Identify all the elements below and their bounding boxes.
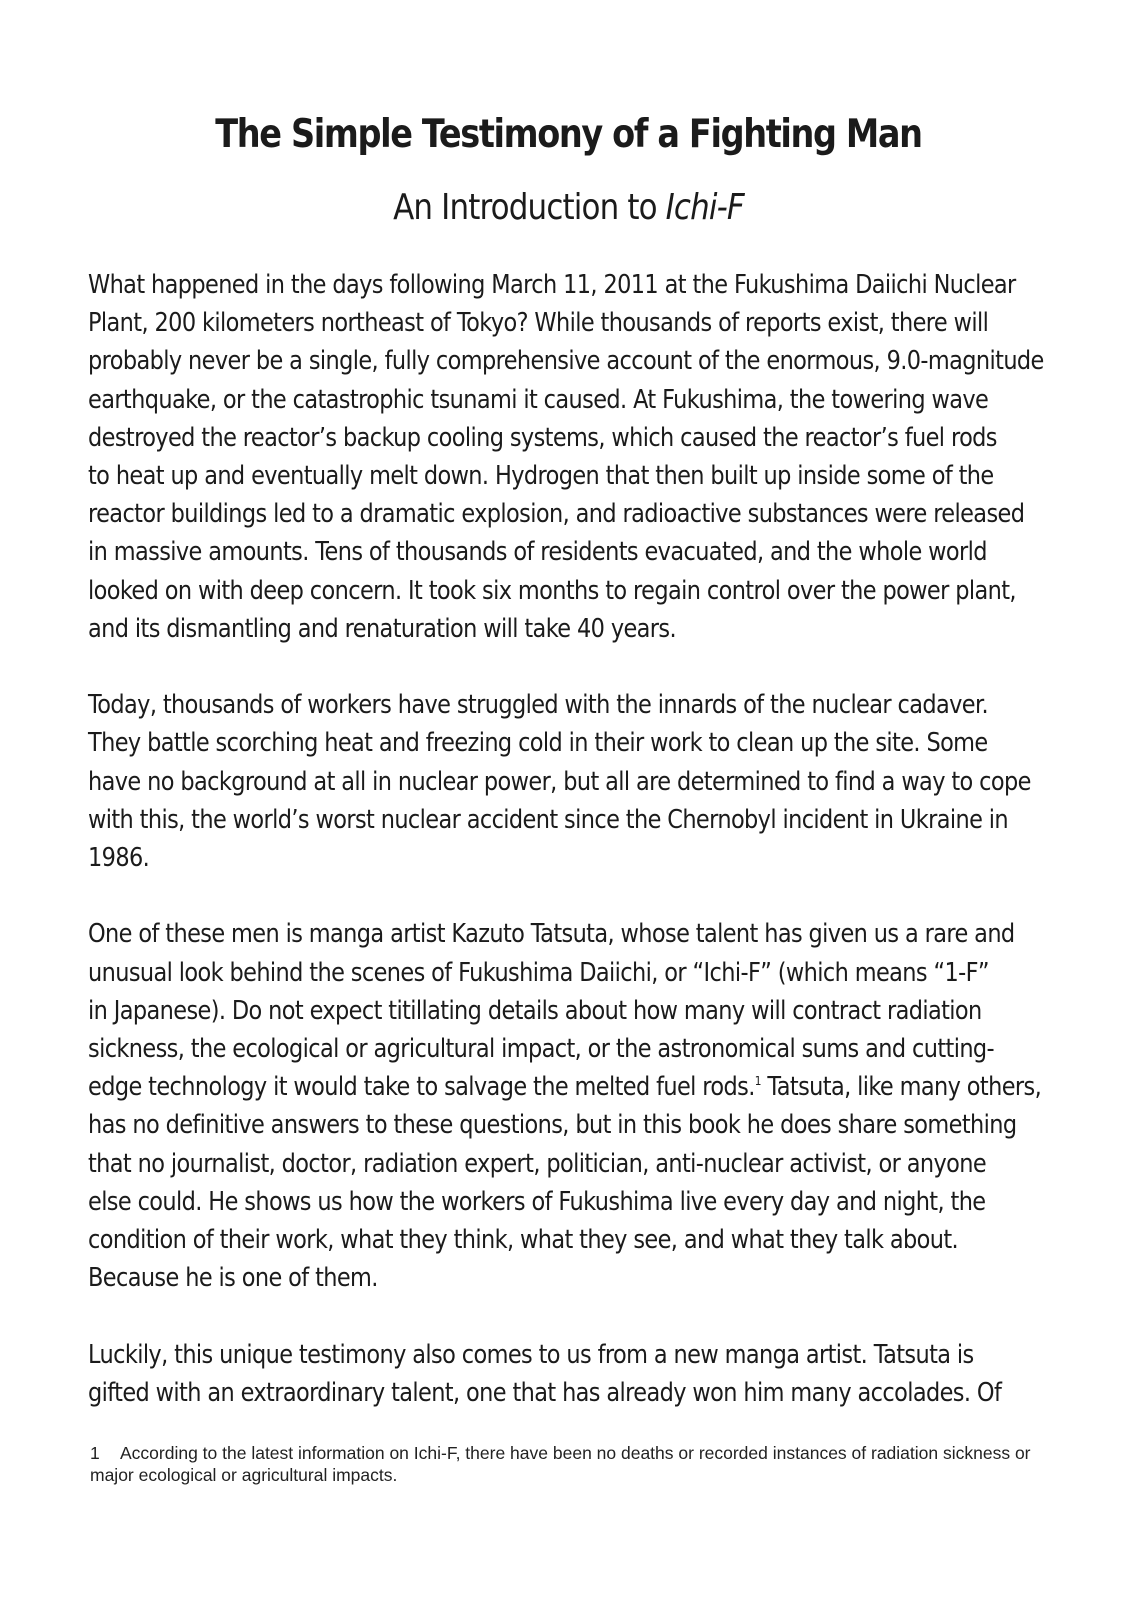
text-line: What happened in the days following March 11, 2011 at the Fukushima Daiichi Nuclear [88,270,1016,300]
text-line: condition of their work, what they think, what they see, and what they talk about. [88,1225,959,1256]
paragraph-1 [88,266,1047,648]
text-line: Luckily, this unique testimony also comes to us from a new manga artist. Tatsuta is [88,1339,974,1370]
text-line: else could. He shows us how the workers of Fukushima live every day and night, the [88,1186,986,1217]
text-line: has no definitive answers to these questions, but in this book he does share something [88,1110,1017,1141]
text-line: that no journalist, doctor, radiation expert, politician, anti-nuclear activist, or anyone [88,1148,987,1179]
text-line: Because he is one of them. [88,1263,378,1294]
text-line: gifted with an extraordinary talent, one that has already won him many accolades. Of [88,1377,1002,1408]
text-line: One of these men is manga artist Kazuto Tatsuta, whose talent has given us a rare and [88,919,1015,950]
footnote-number: 1 [90,1443,100,1463]
page-title: The Simple Testimony of a Fighting Man [215,112,922,157]
text-line: destroyed the reactor’s backup cooling systems, which caused the reactor’s fuel rods [88,422,997,453]
text-line: and its dismantling and renaturation will take 40 years. [88,613,677,644]
text-line: to heat up and eventually melt down. Hydrogen that then built up inside some of the [88,461,994,492]
text-line: 1986. [88,843,150,874]
subtitle-book-name: Ichi-F [665,187,744,228]
text-line: Today, thousands of workers have struggled with the innards of the nuclear cadaver. [88,690,989,721]
text-line: unusual look behind the scenes of Fukushima Daiichi, or “Ichi-F” (which means “1-F” [88,957,989,988]
text-line: probably never be a single, fully comprehensive account of the enormous, 9.0-magnitude [88,346,1044,377]
footnote [90,1442,1050,1486]
text-line: sickness, the ecological or agricultural impact, or the astronomical sums and cutting- [88,1034,995,1065]
text-line: looked on with deep concern. It took six months to regain control over the power plant, [88,575,1016,606]
subtitle-prefix: An Introduction to [393,187,666,228]
paragraph-3 [88,915,1047,1297]
body-text [88,266,1047,1450]
page-subtitle [80,184,1058,232]
footnote-text: According to the latest information on Ichi-F, there have been no deaths or recorded instances of radiation sickness or major ecological or agricultural impacts. [90,1443,1031,1485]
text-line: in massive amounts. Tens of thousands of residents evacuated, and the whole world [88,537,987,568]
paragraph-4 [88,1336,1047,1412]
footnote-reference: 1 [754,1074,761,1089]
text-line: reactor buildings led to a dramatic explosion, and radioactive substances were released [88,499,1025,530]
text-line: with this, the world’s worst nuclear accident since the Chernobyl incident in Ukraine in [88,804,1009,835]
text-line: have no background at all in nuclear power, but all are determined to find a way to cope [88,766,1031,797]
text-line: Plant, 200 kilometers northeast of Tokyo? While thousands of reports exist, there will [88,308,989,339]
text-line: They battle scorching heat and freezing cold in their work to clean up the site. Some [88,728,988,759]
text-line: in Japanese). Do not expect titillating details about how many will contract radiation [88,995,982,1026]
text-segment: Tatsuta, like many others, [760,1072,1042,1103]
text-segment: edge technology it would take to salvage the melted fuel rods. [88,1072,755,1103]
text-line: earthquake, or the catastrophic tsunami it caused. At Fukushima, the towering wave [88,384,989,415]
paragraph-2 [88,686,1047,877]
text-line-with-footnote [88,1068,1047,1106]
